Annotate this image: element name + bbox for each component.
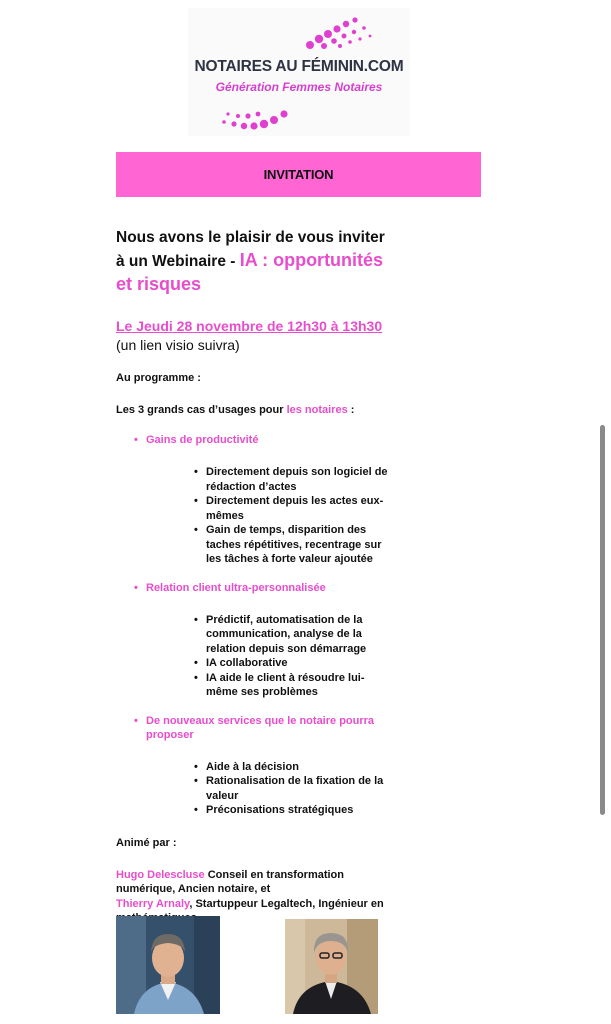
bullet-icon: • xyxy=(194,466,198,478)
program-intro-highlight: les notaires xyxy=(286,404,348,416)
section-items xyxy=(146,760,396,818)
list-item-text: Directement depuis les actes eux-mêmes xyxy=(206,495,384,522)
logo-subtitle: Génération Femmes Notaires xyxy=(215,80,383,94)
invitation-body xyxy=(116,226,396,926)
bullet-icon: • xyxy=(134,434,138,446)
list-item xyxy=(176,760,396,775)
bullet-icon: • xyxy=(194,804,198,816)
bullet-icon: • xyxy=(194,775,198,787)
section-title: Gains de productivité xyxy=(146,434,259,446)
intro-text: Nous avons le plaisir de vous inviter à un Webinaire - xyxy=(116,229,385,270)
section-new-services xyxy=(116,714,396,818)
webinar-title: IA : opportunités et risques xyxy=(116,250,384,294)
program-heading: Au programme : xyxy=(116,372,201,384)
bullet-icon: • xyxy=(134,714,138,727)
date-note: (un lien visio suivra) xyxy=(116,337,240,353)
host1-name: Hugo Delescluse xyxy=(116,868,205,881)
program-intro-prefix: Les 3 grands cas d’usages pour xyxy=(116,404,287,416)
list-item-text: Préconisations stratégiques xyxy=(206,804,354,816)
bullet-icon: • xyxy=(194,760,198,773)
list-item xyxy=(176,671,396,700)
program-intro-suffix: : xyxy=(347,404,355,416)
list-item xyxy=(176,613,396,657)
section-productivity xyxy=(116,433,396,567)
host2-photo xyxy=(285,919,378,1014)
program-intro xyxy=(116,403,396,417)
host-photos xyxy=(116,916,378,1014)
banner-label: INVITATION xyxy=(263,167,334,182)
program-sections xyxy=(116,433,396,818)
host2-desc: , Startuppeur Legaltech, Ingénieur en xyxy=(189,897,384,910)
bullet-icon: • xyxy=(194,495,198,507)
date-link[interactable]: Le Jeudi 28 novembre de 12h30 à 13h30 xyxy=(116,318,383,334)
list-item xyxy=(176,774,396,803)
invitation-banner xyxy=(116,152,481,197)
host1-photo xyxy=(116,916,220,1014)
bullet-icon: • xyxy=(194,671,198,684)
event-date xyxy=(116,317,396,355)
list-item-text: IA collaborative xyxy=(206,657,288,669)
list-item-text: Directement depuis son logiciel de rédaction d’actes xyxy=(206,466,388,493)
list-item-text: IA aide le client à résoudre lui-même ses problèmes xyxy=(206,671,365,698)
bullet-icon: • xyxy=(194,657,198,669)
host1-desc: Conseil en transformation numérique, Ancien notaire, et xyxy=(116,868,344,895)
list-item-text: Prédictif, automatisation de la communication, analyse de la relation depuis son démarrage xyxy=(206,613,367,655)
intro-heading xyxy=(116,226,396,297)
bullet-icon: • xyxy=(194,613,198,626)
hosts-heading: Animé par : xyxy=(116,836,177,849)
section-items xyxy=(146,613,396,700)
logo[interactable] xyxy=(188,8,410,136)
section-client-relation xyxy=(116,581,396,700)
list-item xyxy=(176,803,396,818)
bullet-icon: • xyxy=(134,581,138,594)
section-title: De nouveaux services que le notaire pourra proposer xyxy=(146,714,375,741)
list-item xyxy=(176,465,396,494)
scrollbar[interactable] xyxy=(600,425,605,815)
host2-name: Thierry Arnaly xyxy=(116,897,190,910)
section-items xyxy=(146,465,396,567)
bullet-icon: • xyxy=(194,524,198,536)
list-item xyxy=(176,656,396,671)
list-item-text: Aide à la décision xyxy=(206,760,299,773)
logo-title: NOTAIRES AU FÉMININ.COM xyxy=(194,58,404,75)
list-item xyxy=(176,494,396,523)
list-item-text: Rationalisation de la fixation de la valeur xyxy=(206,775,384,802)
list-item-text: Gain de temps, disparition des taches répétitives, recentrage sur les tâches à forte valeur ajoutée xyxy=(206,524,382,565)
section-title: Relation client ultra-personnalisée xyxy=(146,581,326,594)
list-item xyxy=(176,523,396,567)
